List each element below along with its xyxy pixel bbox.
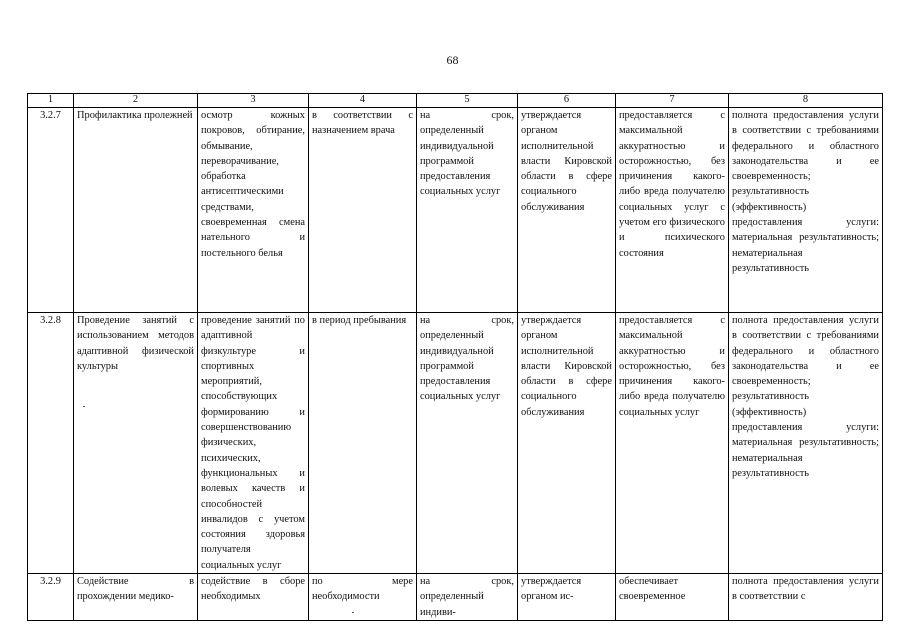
service-indicators: полнота предоставления услуги в соответствии с требованиями федерального и областного законодательства и ее своевременность; результативность (эффективность) предоставления услуги: материальная результативность; нематериальная результативность <box>729 108 883 313</box>
column-header: 5 <box>417 94 518 108</box>
column-header: 6 <box>518 94 616 108</box>
service-content: содействие в сборе необходимых <box>198 574 309 621</box>
column-header: 2 <box>74 94 198 108</box>
column-header: 3 <box>198 94 309 108</box>
scan-speck <box>83 406 85 407</box>
service-approval: утверждается органом исполнительной власти Кировской области в сфере социального обслуживания <box>518 108 616 313</box>
service-approval: утверждается органом исполнительной власти Кировской области в сфере социального обслуживания <box>518 313 616 574</box>
service-timing: в соответствии с назначением врача <box>309 108 417 313</box>
service-term: на срок, определенный индивидуальной программой предоставления социальных услуг <box>417 108 518 313</box>
service-timing: в период пребывания <box>309 313 417 574</box>
service-content: осмотр кожных покровов, обтирание, обмывание, переворачивание, обработка антисептическими средствами, своевременная смена нательного и постельного белья <box>198 108 309 313</box>
service-indicators: полнота предоставления услуги в соответствии с требованиями федерального и областного законодательства и ее своевременность; результативность (эффективность) предоставления услуги: материальная результативность; нематериальная результативность <box>729 313 883 574</box>
service-number: 3.2.9 <box>28 574 74 621</box>
page-number: 68 <box>446 53 459 67</box>
table-row <box>28 108 883 313</box>
column-header: 8 <box>729 94 883 108</box>
header-row <box>28 94 883 108</box>
service-term: на срок, определенный индиви- <box>417 574 518 621</box>
services-table <box>27 93 883 621</box>
table-row <box>28 313 883 574</box>
service-conditions: обеспечивает своевременное <box>616 574 729 621</box>
service-timing: по мере необходимости <box>309 574 417 621</box>
service-number: 3.2.7 <box>28 108 74 313</box>
column-header: 1 <box>28 94 74 108</box>
service-name: Содействие в прохождении медико- <box>74 574 198 621</box>
service-name: Профилактика пролежней <box>74 108 198 313</box>
service-conditions: предоставляется с максимальной аккуратностью и осторожностью, без причинения какого-либо вреда получателю социальных услуг <box>616 313 729 574</box>
scan-speck <box>352 612 354 613</box>
service-term: на срок, определенный индивидуальной программой предоставления социальных услуг <box>417 313 518 574</box>
column-header: 7 <box>616 94 729 108</box>
column-header: 4 <box>309 94 417 108</box>
table-row <box>28 574 883 621</box>
service-name: Проведение занятий с использованием методов адаптивной физической культуры <box>74 313 198 574</box>
service-conditions: предоставляется с максимальной аккуратностью и осторожностью, без причинения какого-либо вреда получателю социальных услуг с учетом его физического и психического состояния <box>616 108 729 313</box>
service-indicators: полнота предоставления услуги в соответствии с <box>729 574 883 621</box>
service-content: проведение занятий по адаптивной физкультуре и спортивных мероприятий, способствующих формированию и совершенствованию физических, психических, функциональных и волевых качеств и способностей инвалидов с учетом состояния здоровья получателя социальных услуг <box>198 313 309 574</box>
service-number: 3.2.8 <box>28 313 74 574</box>
service-approval: утверждается органом ис- <box>518 574 616 621</box>
